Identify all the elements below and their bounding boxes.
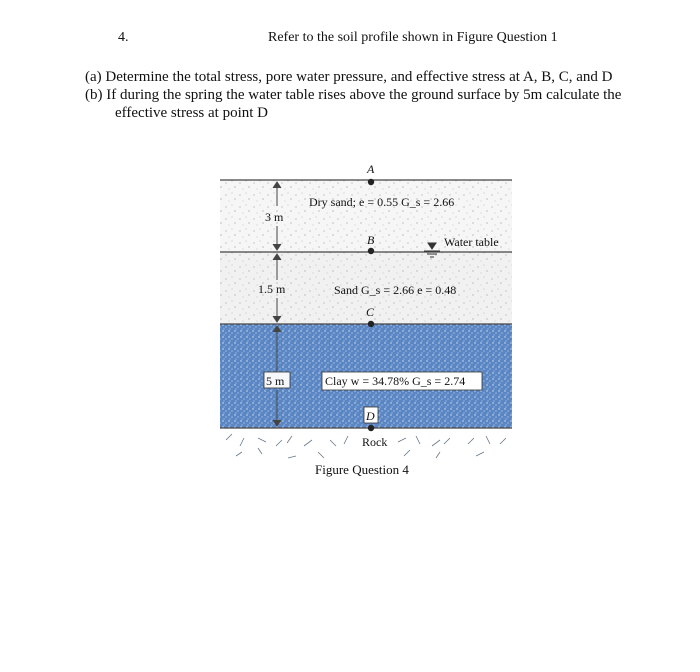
- point-c-label: C: [366, 305, 375, 319]
- point-d-marker: [368, 425, 374, 431]
- figure-caption: Figure Question 4: [315, 462, 409, 477]
- question-part-b-line1: (b) If during the spring the water table rises above the ground surface by 5m calculate the: [85, 87, 622, 103]
- question-part-a: (a) Determine the total stress, pore water pressure, and effective stress at A, B, C, and D: [85, 69, 613, 85]
- rock-label: Rock: [362, 435, 388, 449]
- question-part-b-line2: effective stress at point D: [115, 105, 269, 121]
- point-b-label: B: [367, 233, 375, 247]
- point-a-marker: [368, 179, 374, 185]
- point-d-label: D: [366, 409, 375, 423]
- question-heading: Refer to the soil profile shown in Figure Question 1: [268, 30, 558, 45]
- dry-sand-label: Dry sand; e = 0.55 G_s = 2.66: [309, 195, 455, 209]
- point-b-marker: [368, 248, 374, 254]
- clay-label: Clay w = 34.78% G_s = 2.74: [325, 374, 466, 388]
- dry-sand-thickness: 3 m: [265, 210, 284, 224]
- point-a-label: A: [367, 162, 375, 176]
- water-table-label: Water table: [444, 235, 499, 249]
- question-number: 4.: [118, 30, 129, 45]
- clay-thickness: 5 m: [266, 374, 285, 388]
- point-c-marker: [368, 321, 374, 327]
- sand-label: Sand G_s = 2.66 e = 0.48: [334, 283, 457, 297]
- sand-thickness: 1.5 m: [258, 282, 286, 296]
